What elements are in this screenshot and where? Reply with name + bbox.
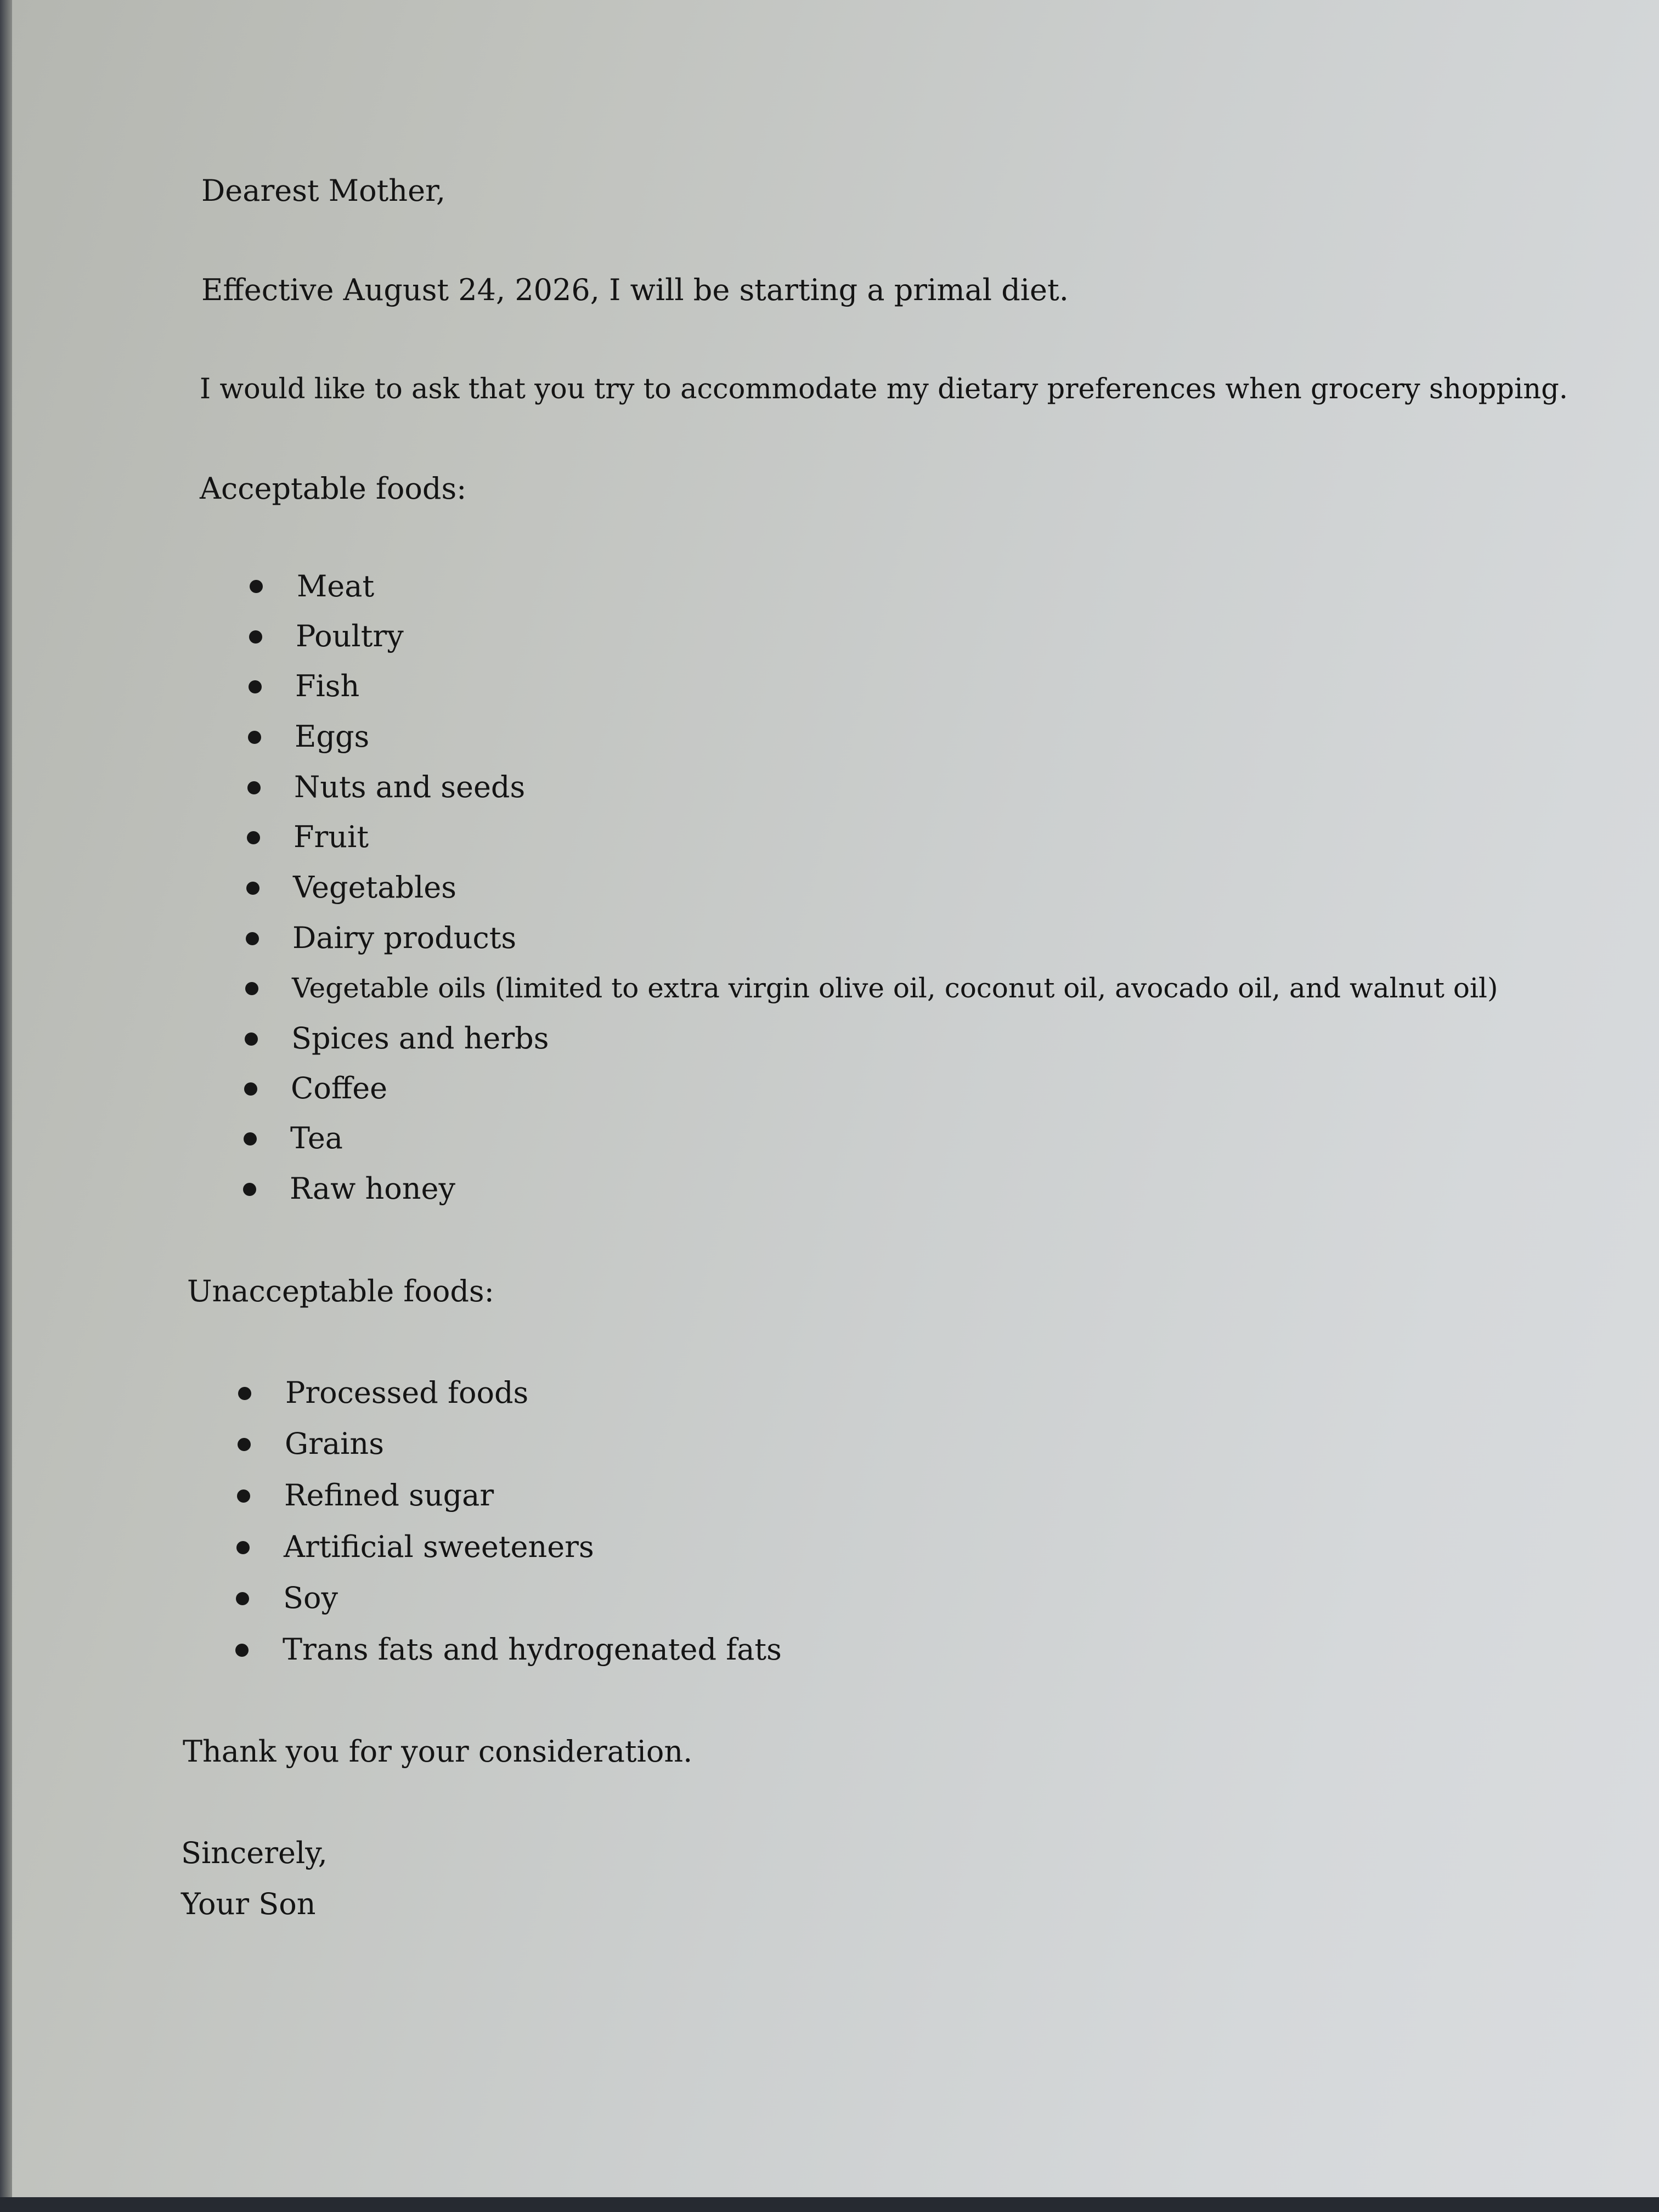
acceptable-item: Eggs — [295, 719, 370, 754]
acceptable-item: Vegetables — [293, 870, 456, 905]
bullet-icon — [238, 1387, 251, 1400]
acceptable-item: Dairy products — [292, 921, 517, 955]
bullet-icon — [235, 1644, 249, 1657]
acceptable-item: Tea — [290, 1121, 343, 1155]
acceptable-item: Poultry — [296, 619, 404, 653]
bullet-icon — [249, 630, 262, 644]
bullet-icon — [248, 731, 261, 744]
bullet-icon — [247, 831, 260, 844]
unacceptable-item: Trans fats and hydrogenated fats — [283, 1632, 782, 1667]
signature: Your Son — [181, 1887, 316, 1921]
unacceptable-item: Processed foods — [285, 1375, 529, 1410]
acceptable-item: Spices and herbs — [291, 1021, 549, 1056]
unacceptable-item: Grains — [285, 1426, 384, 1461]
acceptable-item: Meat — [297, 569, 375, 603]
bullet-icon — [243, 1183, 256, 1196]
bullet-icon — [250, 580, 263, 593]
closing: Sincerely, — [181, 1836, 328, 1870]
bullet-icon — [236, 1541, 250, 1554]
unacceptable-item: Refined sugar — [284, 1478, 494, 1513]
acceptable-item: Nuts and seeds — [294, 770, 526, 804]
acceptable-item: Fish — [295, 669, 360, 703]
bullet-icon — [246, 882, 259, 895]
request-paragraph: I would like to ask that you try to accommodate my dietary preferences when grocery shopping. — [200, 373, 1568, 405]
acceptable-heading: Acceptable foods: — [200, 471, 467, 506]
table-surface — [0, 2197, 1659, 2212]
bullet-icon — [244, 1082, 257, 1096]
bullet-icon — [238, 1438, 251, 1451]
unacceptable-item: Artificial sweeteners — [284, 1530, 594, 1564]
bullet-icon — [237, 1489, 250, 1503]
bullet-icon — [245, 982, 258, 995]
acceptable-item: Vegetable oils (limited to extra virgin olive oil, coconut oil, avocado oil, and walnut oil) — [292, 972, 1498, 1004]
acceptable-item: Raw honey — [290, 1171, 456, 1206]
bullet-icon — [244, 1132, 257, 1146]
acceptable-item: Fruit — [294, 820, 369, 854]
bullet-icon — [245, 1032, 258, 1046]
thanks-paragraph: Thank you for your consideration. — [183, 1734, 693, 1769]
bullet-icon — [247, 781, 261, 794]
bullet-icon — [249, 680, 262, 693]
bullet-icon — [236, 1592, 249, 1605]
bullet-icon — [246, 932, 259, 945]
salutation: Dearest Mother, — [201, 173, 446, 208]
intro-paragraph: Effective August 24, 2026, I will be starting a primal diet. — [201, 273, 1069, 307]
acceptable-item: Coffee — [291, 1071, 388, 1105]
unacceptable-heading: Unacceptable foods: — [187, 1274, 494, 1308]
unacceptable-item: Soy — [283, 1581, 338, 1615]
